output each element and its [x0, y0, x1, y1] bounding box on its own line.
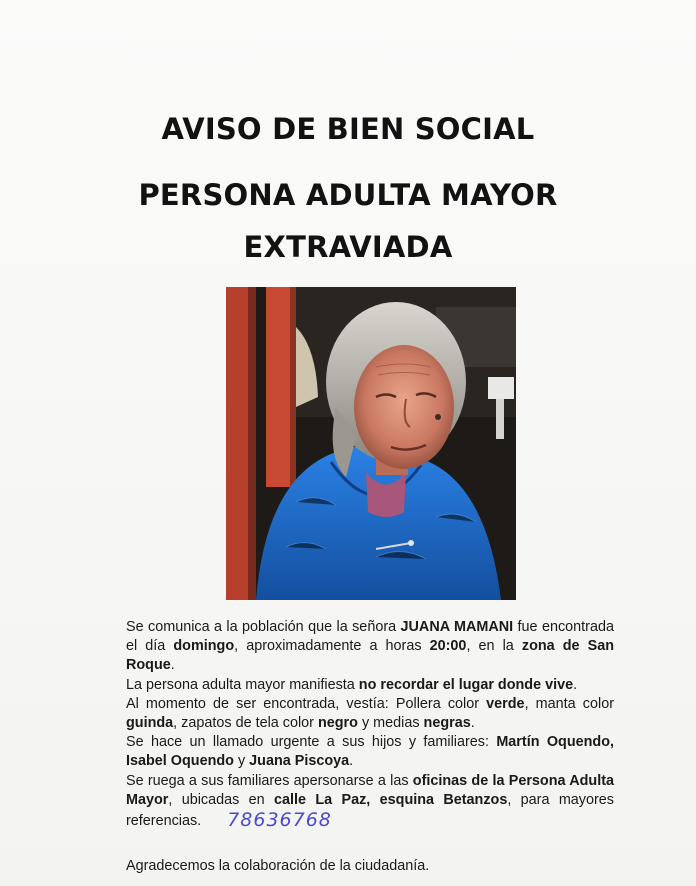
family-names: Martín Oquendo, Isabel Oquendo: [126, 734, 614, 770]
thanks-line: Agradecemos la colaboración de la ciudadanía.: [126, 858, 430, 874]
notice-body: [126, 618, 614, 831]
text: y: [233, 753, 250, 770]
office-name: oficinas de la Persona Adulta Mayor: [126, 772, 614, 808]
paragraph-family: [126, 733, 614, 771]
paragraph-memory: [126, 676, 614, 695]
found-zone: zona de San Roque: [126, 638, 615, 674]
text: Al momento de ser encontrada, vestía: Pollera color: [126, 695, 487, 712]
text: , manta color: [524, 695, 614, 712]
text: , para mayores referencias.: [126, 791, 615, 830]
clothing-color: verde: [486, 695, 525, 712]
text: , aproximadamente a horas: [234, 638, 430, 655]
text: La persona adulta mayor manifiesta: [126, 676, 359, 693]
paragraph-found: [126, 618, 614, 676]
text: Se comunica a la población que la señora: [126, 619, 401, 635]
text: , ubicadas en: [168, 791, 275, 808]
paragraph-clothing: [126, 695, 614, 733]
handwritten-phone-number: 78636768: [227, 809, 332, 832]
photo-illustration: [226, 287, 516, 600]
text: .: [349, 753, 354, 770]
text: , en la: [466, 638, 522, 655]
text: fue encontrada el día: [126, 619, 614, 655]
found-time: 20:00: [429, 638, 467, 655]
clothing-color: guinda: [126, 715, 174, 732]
memory-statement: no recordar el lugar donde vive: [358, 676, 574, 693]
text: .: [170, 657, 175, 674]
clothing-color: negro: [317, 715, 358, 732]
text: , zapatos de tela color: [173, 715, 318, 732]
elderly-woman-photo: [226, 287, 516, 600]
notice-title: AVISO DE BIEN SOCIAL: [161, 112, 535, 146]
text: .: [470, 715, 475, 732]
paragraph-office: [126, 772, 614, 832]
person-name: JUANA MAMANI: [400, 619, 514, 635]
clothing-color: negras: [423, 715, 471, 732]
office-address: calle La Paz, esquina Betanzos: [274, 791, 508, 808]
text: Se hace un llamado urgente a sus hijos y familiares:: [126, 734, 497, 751]
text: .: [573, 676, 578, 693]
text: y medias: [357, 715, 424, 732]
found-day: domingo: [173, 638, 235, 655]
notice-subtitle-line2: EXTRAVIADA: [243, 230, 453, 264]
text: Se ruega a sus familiares apersonarse a las: [126, 772, 413, 789]
family-name: Juana Piscoya: [249, 753, 350, 770]
notice-subtitle-line1: PERSONA ADULTA MAYOR: [138, 178, 558, 212]
